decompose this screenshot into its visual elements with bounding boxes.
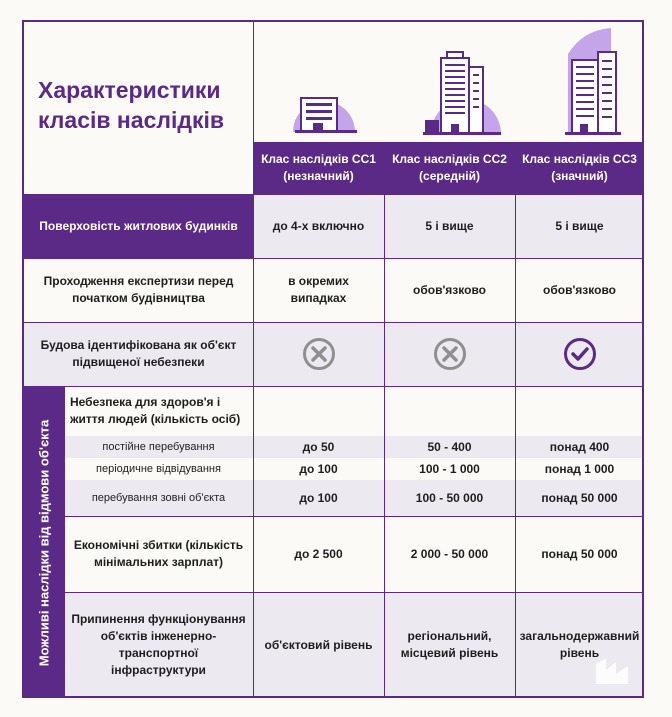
health-outside-cc1: до 100: [253, 480, 384, 516]
characteristics-table: [22, 20, 644, 698]
column-header-cc1: Клас наслідків СС1 (незначний): [253, 142, 384, 194]
row-label-health: Небезпека для здоров'я і життя людей (кількість осіб): [64, 386, 253, 436]
health-outside-cc2: 100 - 50 000: [384, 480, 515, 516]
cross-circle-icon: [433, 337, 467, 371]
building-illustrations: [253, 22, 644, 142]
economic-cc2: 2 000 - 50 000: [384, 516, 515, 592]
grid-line: [253, 22, 254, 698]
grid-line: [64, 592, 644, 593]
health-permanent-cc1: до 50: [253, 436, 384, 458]
cross-circle-icon: [302, 337, 336, 371]
infra-cc1: об'єктовий рівень: [253, 592, 384, 698]
hazard-cc1: [253, 322, 384, 386]
row-label-expertise: Проходження експертизи перед початком будівництва: [24, 258, 253, 322]
economic-cc3: понад 50 000: [515, 516, 644, 592]
medium-building-icon: [423, 52, 501, 135]
watermark-logo-icon: [592, 650, 632, 690]
small-building-icon: [293, 98, 357, 133]
health-permanent-cc2: 50 - 400: [384, 436, 515, 458]
row-label-infrastructure: Припинення функціонування об'єктів інженерно-транспортної інфраструктури: [64, 592, 253, 698]
health-periodic-cc2: 100 - 1 000: [384, 458, 515, 480]
economic-cc1: до 2 500: [253, 516, 384, 592]
grid-line: [24, 194, 644, 195]
grid-line: [64, 516, 644, 517]
row-label-floors: Поверховість житлових будинків: [24, 194, 253, 258]
grid-line: [384, 142, 385, 698]
grid-line: [515, 142, 516, 698]
check-circle-icon: [563, 337, 597, 371]
column-header-cc3: Клас наслідків СС3 (значний): [515, 142, 644, 194]
hazard-cc3: [515, 322, 644, 386]
health-sub-label-permanent: постійне перебування: [64, 436, 253, 458]
large-building-icon: [565, 28, 621, 135]
row-label-hazard: Будова ідентифікована як об'єкт підвищеної небезпеки: [24, 322, 253, 386]
health-sub-label-outside: перебування зовні об'єкта: [64, 480, 253, 516]
floors-cc3: 5 і вище: [515, 194, 644, 258]
grid-line: [24, 322, 644, 323]
expertise-cc2: обов'язково: [384, 258, 515, 322]
grid-line: [24, 258, 644, 259]
floors-cc2: 5 і вище: [384, 194, 515, 258]
page-title: Характеристики класів наслідків: [38, 77, 225, 133]
expertise-cc1: в окремих випадках: [253, 258, 384, 322]
health-periodic-cc1: до 100: [253, 458, 384, 480]
infra-cc3: загальнодержавний рівень: [515, 592, 644, 698]
expertise-cc3: обов'язково: [515, 258, 644, 322]
health-outside-cc3: понад 50 000: [515, 480, 644, 516]
hazard-cc2: [384, 322, 515, 386]
grid-line: [64, 386, 65, 698]
grid-line: [24, 386, 644, 387]
row-label-economic: Економічні збитки (кількість мінімальних зарплат): [64, 516, 253, 592]
column-header-cc2: Клас наслідків СС2 (середній): [384, 142, 515, 194]
infra-cc2: регіональний, місцевий рівень: [384, 592, 515, 698]
health-sub-label-periodic: періодичне відвідування: [64, 458, 253, 480]
side-label: Можливі наслідки від відмови об'єкта: [24, 386, 64, 698]
health-empty: [253, 386, 644, 436]
health-permanent-cc3: понад 400: [515, 436, 644, 458]
floors-cc1: до 4-х включно: [253, 194, 384, 258]
health-periodic-cc3: понад 1 000: [515, 458, 644, 480]
